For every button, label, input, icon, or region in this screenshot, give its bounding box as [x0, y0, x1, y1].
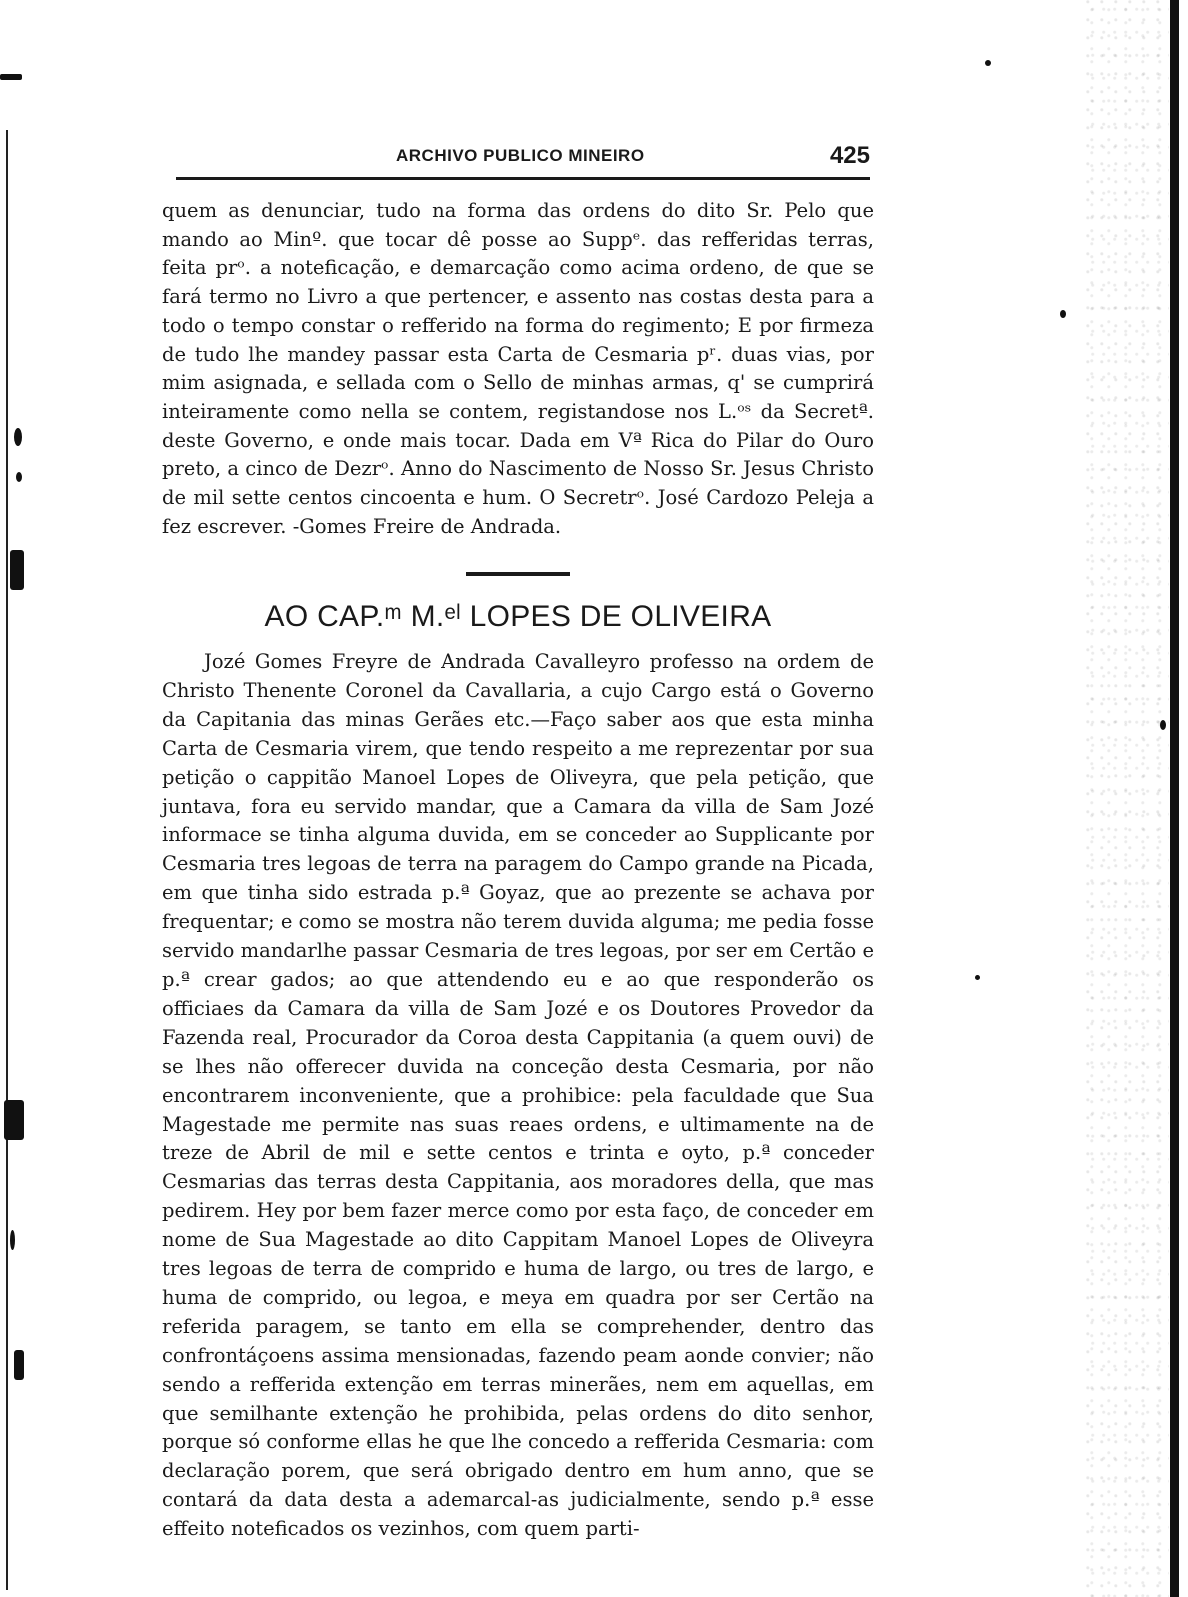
- scan-right-rule: [1170, 0, 1179, 1597]
- scan-right-noise: [1085, 0, 1169, 1597]
- page-number: 425: [829, 142, 870, 169]
- header-title: ARCHIVO PUBLICO MINEIRO: [396, 146, 645, 165]
- continuation-paragraph: [162, 197, 874, 541]
- header-rule: [176, 177, 870, 180]
- scan-mark: [0, 74, 22, 80]
- scan-left-edge: [0, 60, 26, 1540]
- section-divider: [466, 572, 570, 576]
- scan-dot: [985, 60, 991, 66]
- scan-left-rule: [6, 130, 8, 1590]
- scan-mark: [10, 1230, 15, 1250]
- section-heading: AO CAP.ᵐ M.ᵉˡ LOPES DE OLIVEIRA: [264, 600, 772, 633]
- letter-body: Jozé Gomes Freyre de Andrada Cavalleyro professo na ordem de Christo Thenente Coronel da Cavallaria, a cujo Cargo está o Governo da Capitania das minas Gerães etc.—Faço saber aos que esta minha Carta de Cesmaria virem, que tendo respeito a me reprezentar por sua petição o cappitão Manoel Lopes de Oliveyra, que pela petição, que juntava, fora eu servido mandar, que a Camara da villa de Sam Jozé informace se tinha alguma duvida, em se conceder ao Supplicante por Cesmaria tres legoas de terra na paragem do Campo grande na Picada, em que tinha sido estrada p.ª Goyaz, que ao prezente se achava por frequentar; e como se mostra não terem duvida alguma; me pedia fosse servido mandarlhe passar Cesmaria de tres legoas, por ser em Certão e p.ª crear gados; ao que attendendo eu e ao que responderão os officiaes da Camara da villa de Sam Jozé e os Doutores Provedor da Fazenda real, Procurador da Coroa desta Cappitania (a quem ouvi) de se lhes não offerecer duvida na conceção desta Cesmaria, por não encontrarem inconveniente, que a prohibice: pela faculdade que Sua Magestade me permite nas suas reaes ordens, e ultimamente na de treze de Abril de mil e sette centos e trinta e oyto, p.ª conceder Cesmarias das terras desta Cappitania, aos moradores della, que mas pedirem. Hey por bem fazer merce como por esta faço, de conceder em nome de Sua Magestade ao dito Cappitam Manoel Lopes de Oliveyra tres legoas de terra de comprido e huma de largo, ou tres de largo, e huma de comprido, ou legoa, e meya em quadra por ser Certão na referida paragem, se tanto em ella se comprehender, dentro das confrontáçoens assima mensionadas, fazendo peam aonde convier; não sendo a refferida extenção em terras minerães, nem em aquellas, em que semilhante extenção he prohibida, pelas ordens do dito senhor, porque só conforme ellas he que lhe concedo a refferida Cesmaria: com declaração porem, que será obrigado dentro em hum anno, que se contará da data desta a ademarcal-as judicialmente, sendo p.ª esse effeito noteficados os vezinhos, com quem parti-: [162, 650, 874, 1541]
- continuation-text: quem as denunciar, tudo na forma das ordens do dito Sr. Pelo que mando ao Minº. que tocar dê posse ao Suppᵉ. das refferidas terras, feita prᵒ. a noteficação, e demarcação como acima ordeno, de que se fará termo no Livro a que pertencer, e assento nas costas desta para a todo o tempo constar o refferido na forma do regimento; E por firmeza de tudo lhe mandey passar esta Carta de Cesmaria pʳ. duas vias, por mim asignada, e sellada com o Sello de minhas armas, q' se cumprirá inteiramente como nella se contem, registandose nos L.ᵒˢ da Secretª. deste Governo, e onde mais tocar. Dada em Vª Rica do Pilar do Ouro preto, a cinco de Dezrᵒ. Anno do Nascimento de Nosso Sr. Jesus Christo de mil sette centos cincoenta e hum. O Secretrᵒ. José Cardozo Peleja a fez escrever. -Gomes Freire de Andrada.: [162, 199, 874, 538]
- running-header: [176, 142, 870, 182]
- scan-mark: [14, 1350, 24, 1380]
- scan-mark: [14, 428, 22, 446]
- scan-mark: [4, 1100, 24, 1140]
- scan-dot: [1060, 310, 1066, 318]
- letter-paragraph: [162, 648, 874, 1544]
- scan-dot: [1160, 720, 1166, 730]
- scan-dot: [975, 975, 980, 980]
- scan-mark: [10, 550, 24, 590]
- scan-mark: [16, 472, 22, 482]
